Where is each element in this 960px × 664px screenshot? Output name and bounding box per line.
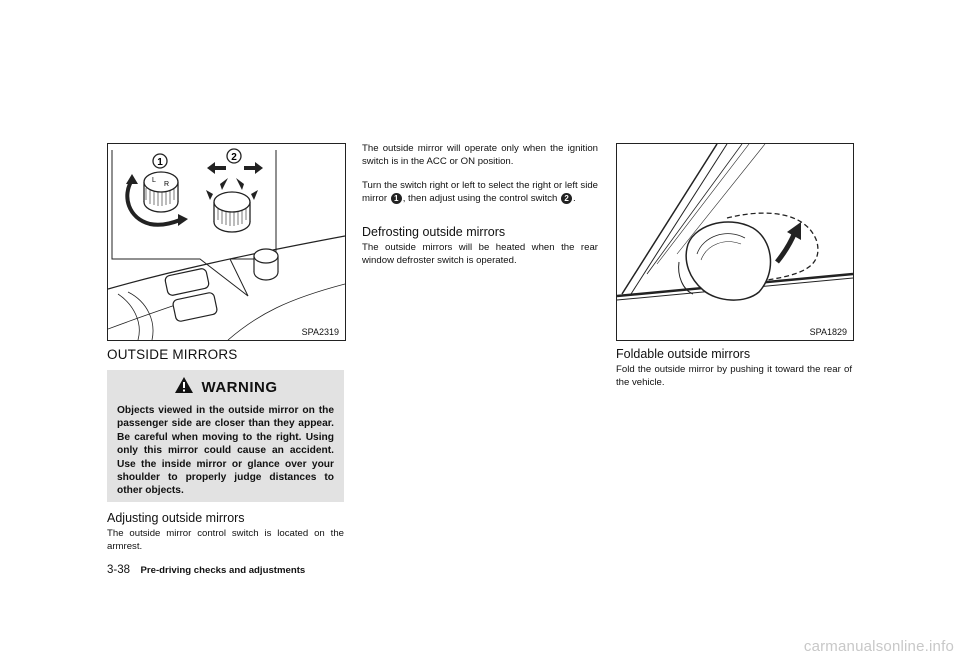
callout-2-label: 2 — [231, 152, 237, 163]
callout-1-label: 1 — [157, 157, 163, 168]
page-number: 3-38 — [107, 564, 131, 576]
knob-mark-r: R — [164, 181, 170, 188]
adjusting-heading: Adjusting outside mirrors — [107, 511, 245, 525]
select-mirror-text-a: Turn the switch right or left to select the right or left side mirror — [362, 180, 598, 204]
page-footer — [107, 560, 367, 578]
warning-header — [107, 376, 344, 397]
watermark: carmanualsonline.info — [803, 638, 954, 655]
circled-number-2: 2 — [561, 193, 572, 204]
operation-paragraph: The outside mirror will operate only when the ignition switch is in the ACC or ON position. — [362, 143, 598, 167]
section-title: OUTSIDE MIRRORS — [107, 347, 238, 362]
select-mirror-text-b: , then adjust using the control switch — [402, 192, 558, 204]
warning-title: WARNING — [201, 379, 278, 396]
select-mirror-text-c: . — [573, 192, 576, 204]
warning-box — [107, 370, 344, 502]
adjusting-text: The outside mirror control switch is located on the armrest. — [107, 528, 344, 552]
knob-mark-l: L — [152, 177, 156, 184]
circled-number-1: 1 — [391, 193, 402, 204]
defrost-heading: Defrosting outside mirrors — [362, 225, 506, 239]
mirror-switch-drawing — [108, 144, 345, 340]
warning-text: Objects viewed in the outside mirror on the passenger side are closer than they appear. Be careful when moving to the right. Using only this mirror could cause an accident. Use the inside mirror or glance over your shoulder to properly judge distances to other objects. — [117, 405, 334, 497]
foldable-mirror-drawing — [617, 144, 853, 340]
select-mirror-paragraph — [362, 180, 598, 205]
footer-section-title: Pre-driving checks and adjustments — [140, 565, 306, 576]
defrost-text: The outside mirrors will be heated when the rear window defroster switch is operated. — [362, 242, 598, 266]
foldable-heading: Foldable outside mirrors — [616, 347, 751, 361]
foldable-text: Fold the outside mirror by pushing it toward the rear of the vehicle. — [616, 364, 852, 388]
foldable-mirror-illustration — [616, 143, 854, 341]
figure-code: SPA1829 — [809, 327, 847, 337]
mirror-switch-illustration — [107, 143, 346, 341]
figure-code: SPA2319 — [301, 327, 339, 337]
warning-triangle-icon — [174, 376, 194, 394]
